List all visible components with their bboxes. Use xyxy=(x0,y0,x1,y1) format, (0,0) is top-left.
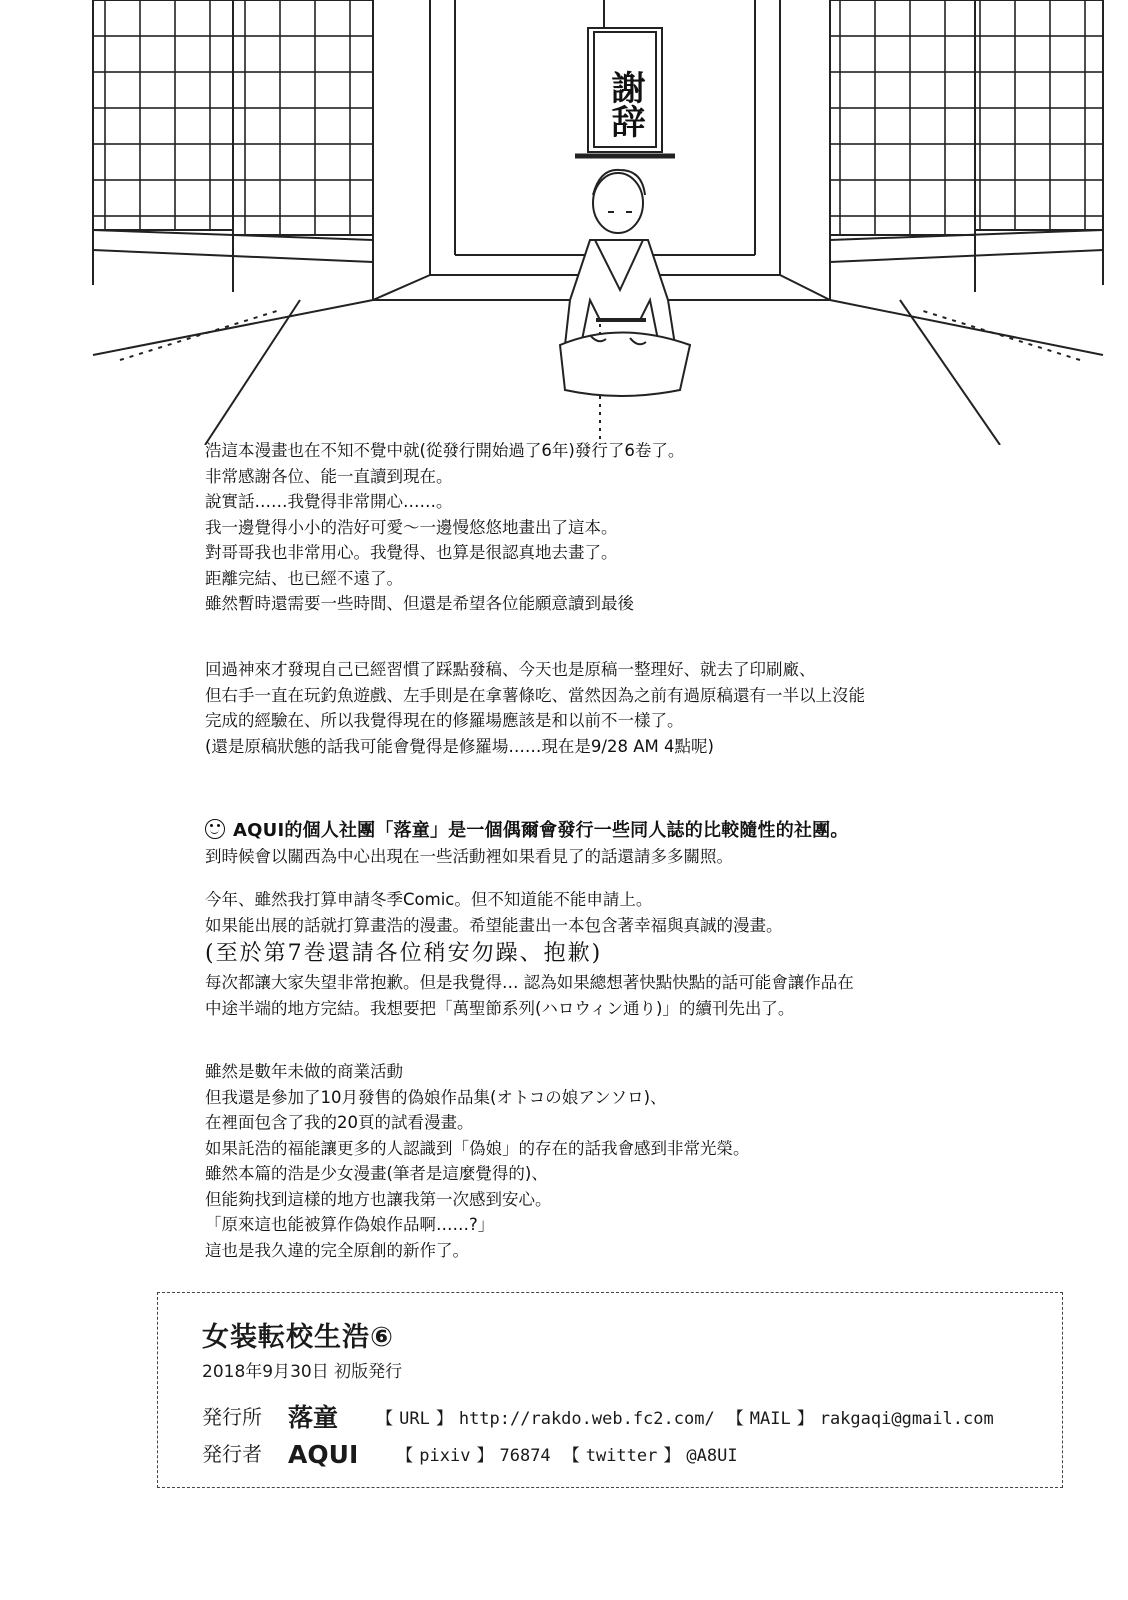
bracket-close: 】 xyxy=(663,1446,681,1466)
publication-date: 2018年9月30日 初版発行 xyxy=(202,1362,403,1382)
pixiv-label: pixiv xyxy=(419,1446,471,1466)
bracket-open: 【 xyxy=(726,1409,744,1429)
text-line: 距離完結、也已經不遠了。 xyxy=(205,568,403,588)
text-line: 我一邊覺得小小的浩好可愛～一邊慢悠悠地畫出了這本。 xyxy=(205,517,618,537)
text-line: 浩這本漫畫也在不知不覺中就(從發行開始過了6年)發行了6卷了。 xyxy=(205,441,685,460)
text-line: 雖然本篇的浩是少女漫畫(筆者是這麼覺得的)、 xyxy=(205,1164,548,1183)
author-label: 発行者 xyxy=(202,1442,262,1466)
circle-intro-line: AQUI的個人社團「落童」是一個偶爾會發行一些同人誌的比較隨性的社團。 xyxy=(205,818,1025,844)
handwritten-note: (至於第7巻還請各位稍安勿躁、抱歉) xyxy=(205,941,603,966)
text-line: 說實話……我覺得非常開心……。 xyxy=(205,492,453,511)
text-line: 中途半端的地方完結。我想要把「萬聖節系列(ハロウィン通り)」的續刊先出了。 xyxy=(205,998,795,1018)
publisher-name: 落童 xyxy=(288,1403,339,1432)
text-line: 每次都讓大家失望非常抱歉。但是我覺得… 認為如果總想著快點快點的話可能會讓作品在 xyxy=(205,973,854,992)
text-line: 如果託浩的福能讓更多的人認識到「偽娘」的存在的話我會感到非常光榮。 xyxy=(205,1138,750,1158)
mail-link[interactable]: rakgaqi@gmail.com xyxy=(819,1409,994,1429)
book-title: 女装転校生浩⑥ xyxy=(202,1322,394,1353)
text-line: 雖然是數年未做的商業活動 xyxy=(205,1062,403,1081)
bracket-open: 【 xyxy=(396,1446,414,1466)
afterword-paragraph-4 xyxy=(205,887,1025,1021)
twitter-handle[interactable]: @A8UI xyxy=(686,1446,738,1466)
text-line: 「原來這也能被算作偽娘作品啊……?」 xyxy=(205,1215,495,1234)
afterword-paragraph-3 xyxy=(205,818,1025,869)
afterword-paragraph-1 xyxy=(205,438,1025,617)
scroll-text: 謝辞 xyxy=(605,70,645,138)
publisher-label: 発行所 xyxy=(202,1405,262,1429)
bracket-close: 】 xyxy=(435,1409,453,1429)
url-label: URL xyxy=(399,1409,430,1429)
bracket-open: 【 xyxy=(376,1409,394,1429)
text-line: 這也是我久違的完全原創的新作了。 xyxy=(205,1240,469,1260)
twitter-label: twitter xyxy=(585,1446,658,1466)
text-line: 到時候會以關西為中心出現在一些活動裡如果看見了的話還請多多關照。 xyxy=(205,846,733,866)
publisher-row xyxy=(202,1398,994,1434)
bracket-close: 】 xyxy=(476,1446,494,1466)
smile-icon xyxy=(205,819,225,839)
text-line: 如果能出展的話就打算畫浩的漫畫。希望能畫出一本包含著幸福與真誠的漫畫。 xyxy=(205,915,783,935)
afterword-paragraph-2 xyxy=(205,657,1025,759)
bracket-close: 】 xyxy=(796,1409,814,1429)
url-link[interactable]: http://rakdo.web.fc2.com/ xyxy=(458,1409,715,1429)
text-line: 對哥哥我也非常用心。我覺得、也算是很認真地去畫了。 xyxy=(205,543,618,562)
text-line: 但右手一直在玩釣魚遊戲、左手則是在拿薯條吃、當然因為之前有過原稿還有一半以上沒能 xyxy=(205,685,865,705)
mail-label: MAIL xyxy=(749,1409,791,1429)
text-line: 完成的經驗在、所以我覺得現在的修羅場應該是和以前不一樣了。 xyxy=(205,711,684,730)
pixiv-id[interactable]: 76874 xyxy=(499,1446,551,1466)
text-line: 在裡面包含了我的20頁的試看漫畫。 xyxy=(205,1113,474,1132)
text-line: 但我還是參加了10月發售的偽娘作品集(オトコの娘アンソロ)、 xyxy=(205,1087,667,1107)
colophon-box xyxy=(157,1292,1063,1488)
bracket-open: 【 xyxy=(562,1446,580,1466)
text-line: (還是原稿狀態的話我可能會覺得是修羅場……現在是9/28 AM 4點呢) xyxy=(205,736,714,756)
text-line: 但能夠找到這樣的地方也讓我第一次感到安心。 xyxy=(205,1189,552,1209)
text-line: 雖然暫時還需要一些時間、但還是希望各位能願意讀到最後 xyxy=(205,594,634,613)
text-line: 今年、雖然我打算申請冬季Comic。但不知道能不能申請上。 xyxy=(205,890,653,909)
text-line: 非常感謝各位、能一直讀到現在。 xyxy=(205,466,453,486)
text-line: 回過神來才發現自己已經習慣了踩點發稿、今天也是原稿一整理好、就去了印刷廠、 xyxy=(205,660,816,679)
room-illustration xyxy=(0,0,1128,445)
author-name: AQUI xyxy=(288,1440,359,1469)
author-row xyxy=(202,1438,738,1469)
afterword-paragraph-5 xyxy=(205,1059,1025,1263)
